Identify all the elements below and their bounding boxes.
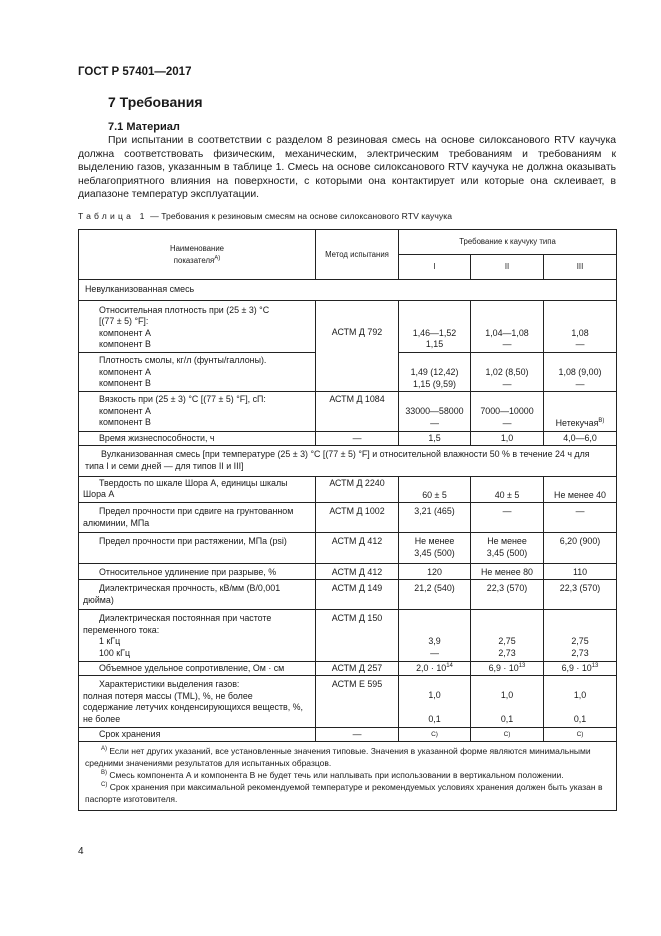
table-header-row (79, 230, 617, 255)
row-shelf-t2: С) (471, 727, 544, 742)
header-type-3: III (544, 255, 617, 280)
row-shelf-method: — (316, 727, 399, 742)
row-pot-t2: 1,0 (471, 431, 544, 446)
row-gas-method: АСТМ Е 595 (316, 676, 399, 727)
table-notes (79, 742, 617, 811)
row-shear-t1: 3,21 (465) (399, 503, 471, 533)
row-pot-label: Время жизнеспособности, ч (79, 431, 316, 446)
table-caption (78, 211, 452, 221)
row-resist-method: АСТМ Д 257 (316, 661, 399, 676)
note-c: $^{С)}$ Срок хранения при максимальной рекомендуемой температуре и рекомендуемых условиях хранения должен быть указан в паспорте изготовителя. (85, 782, 603, 804)
row-gas-t2: 1,0 0,1 (471, 676, 544, 727)
row-resin-t2: 1,02 (8,50) — (471, 352, 544, 391)
header-type-1: I (399, 255, 471, 280)
table-row (79, 610, 617, 661)
row-shear-t3: — (544, 503, 617, 533)
row-shear-label: Предел прочности при сдвиге на грунтованном алюминии, МПа (79, 503, 316, 533)
row-tens-method: АСТМ Д 412 (316, 533, 399, 563)
row-density-t2: 1,04—1,08 — (471, 300, 544, 352)
header-req: Требование к каучуку типа (399, 230, 617, 255)
row-pot-t1: 1,5 (399, 431, 471, 446)
row-hard-label: Твердость по шкале Шора А, единицы шкалы Шора А (79, 476, 316, 503)
row-gas-t3: 1,0 0,1 (544, 676, 617, 727)
row-diel-t1: 21,2 (540) (399, 580, 471, 610)
table-caption-text: — Требования к резиновым смесям на основе силоксанового RTV каучука (147, 211, 453, 221)
table-row (79, 280, 617, 301)
table-row (79, 446, 617, 476)
row-resin-label: Плотность смолы, кг/л (фунты/галлоны). компонент А компонент В (79, 352, 316, 391)
section-cured: Вулканизованная смесь [при температуре (25 ± 3) °С [(77 ± 5) °F] и относительной влажности 50 % в течение 24 ч для типа I и семи дней — для типов II и III] (79, 446, 617, 476)
standard-header: ГОСТ Р 57401—2017 (78, 66, 192, 78)
row-diel-t3: 22,3 (570) (544, 580, 617, 610)
row-pot-t3: 4,0—6,0 (544, 431, 617, 446)
table-caption-word: Таблица 1 (78, 211, 148, 221)
row-perm-t1: 3,9 — (399, 610, 471, 661)
table-row (79, 431, 617, 446)
row-shelf-t3: С) (544, 727, 617, 742)
row-tens-label: Предел прочности при растяжении, МПа (psi) (79, 533, 316, 563)
row-hard-method: АСТМ Д 2240 (316, 476, 399, 503)
row-perm-t3: 2,75 2,73 (544, 610, 617, 661)
row-shear-t2: — (471, 503, 544, 533)
row-pot-method: — (316, 431, 399, 446)
body-paragraph: При испытании в соответствии с разделом 8 резиновая смесь на основе силоксанового RTV каучука должна соответствовать физическим, механическим, электрическим требованиям и требованиям к выделению газов, указанным в таблице 1. Смесь на основе силоксанового RTV каучука не должна оказывать неблагоприятного влияния на поверхности, с которыми она контактирует или которые она склеивает, в диапазоне температур эксплуатации. (78, 135, 616, 201)
footnote-a-ref: A) (214, 254, 221, 261)
row-density-method: АСТМ Д 792 (316, 300, 399, 392)
header-name-cell (79, 230, 316, 280)
row-elong-t2: Не менее 80 (471, 563, 544, 580)
table-row (79, 580, 617, 610)
row-resist-t3: $6,9 \cdot 10^{13}$ (544, 661, 617, 676)
table-row (79, 661, 617, 676)
row-gas-t1: 1,0 0,1 (399, 676, 471, 727)
row-visc-label: Вязкость при (25 ± 3) °С [(77 ± 5) °F], сП: компонент А компонент В (79, 392, 316, 432)
section-uncured: Невулканизованная смесь (79, 280, 617, 301)
row-visc-method: АСТМ Д 1084 (316, 392, 399, 432)
row-diel-t2: 22,3 (570) (471, 580, 544, 610)
table-notes-row (79, 742, 617, 811)
row-resin-t3: 1,08 (9,00) — (544, 352, 617, 391)
header-name: Наименование (169, 243, 225, 253)
row-hard-t3: Не менее 40 (544, 476, 617, 503)
row-shear-method: АСТМ Д 1002 (316, 503, 399, 533)
row-density-label: Относительная плотность при (25 ± 3) °С [(77 ± 5) °F]: компонент А компонент В (79, 300, 316, 352)
header-type-2: II (471, 255, 544, 280)
subsection-title: 7.1 Материал (108, 121, 180, 133)
row-tens-t1: Не менее 3,45 (500) (399, 533, 471, 563)
row-visc-t1: 33000—58000 — (399, 392, 471, 432)
footnote-b-ref: В) (598, 418, 605, 425)
row-perm-method: АСТМ Д 150 (316, 610, 399, 661)
row-density-t3: 1,08 — (544, 300, 617, 352)
row-tens-t2: Не менее 3,45 (500) (471, 533, 544, 563)
table-row (79, 533, 617, 563)
page-number: 4 (78, 846, 84, 857)
row-hard-t2: 40 ± 5 (471, 476, 544, 503)
header-method: Метод испытания (316, 230, 399, 280)
row-density-t1: 1,46—1,52 1,15 (399, 300, 471, 352)
row-resist-t2: $6,9 \cdot 10^{13}$ (471, 661, 544, 676)
row-perm-t2: 2,75 2,73 (471, 610, 544, 661)
section-title: 7 Требования (108, 94, 203, 110)
row-perm-label: Диэлектрическая постоянная при частоте переменного тока: 1 кГц 100 кГц (79, 610, 316, 661)
row-resin-t1: 1,49 (12,42) 1,15 (9,59) (399, 352, 471, 391)
row-resist-label: Объемное удельное сопротивление, Ом · см (79, 661, 316, 676)
row-visc-t3: Нетекучая$^{В)}$ (544, 392, 617, 432)
row-elong-t1: 120 (399, 563, 471, 580)
row-hard-t1: 60 ± 5 (399, 476, 471, 503)
table-row (79, 476, 617, 503)
row-gas-label: Характеристики выделения газов: полная потеря массы (TML), %, не более содержание летучих конденсирующихся веществ, %, не более (79, 676, 316, 727)
row-diel-method: АСТМ Д 149 (316, 580, 399, 610)
table-row (79, 727, 617, 742)
row-diel-label: Диэлектрическая прочность, кВ/мм (В/0,001 дюйма) (79, 580, 316, 610)
row-visc-t2: 7000—10000 — (471, 392, 544, 432)
row-elong-method: АСТМ Д 412 (316, 563, 399, 580)
table-row (79, 300, 617, 352)
note-a: $^{А)}$ Если нет других указаний, все установленные значения типовые. Значения в указанной форме являются минимальными средними значениями результатов для испытанных образцов. (85, 746, 591, 768)
table-row (79, 392, 617, 432)
table-row (79, 676, 617, 727)
row-shelf-label: Срок хранения (79, 727, 316, 742)
table-row (79, 503, 617, 533)
requirements-table (78, 229, 617, 811)
row-resist-t1: $2,0 \cdot 10^{14}$ (399, 661, 471, 676)
row-tens-t3: 6,20 (900) (544, 533, 617, 563)
row-elong-t3: 110 (544, 563, 617, 580)
header-name-2: показателя (173, 255, 215, 265)
row-elong-label: Относительное удлинение при разрыве, % (79, 563, 316, 580)
table-row (79, 563, 617, 580)
row-shelf-t1: С) (399, 727, 471, 742)
note-b: $^{В)}$ Смесь компонента А и компонента В не будет течь или наплывать при использовании в вертикальном положении. (101, 770, 564, 781)
